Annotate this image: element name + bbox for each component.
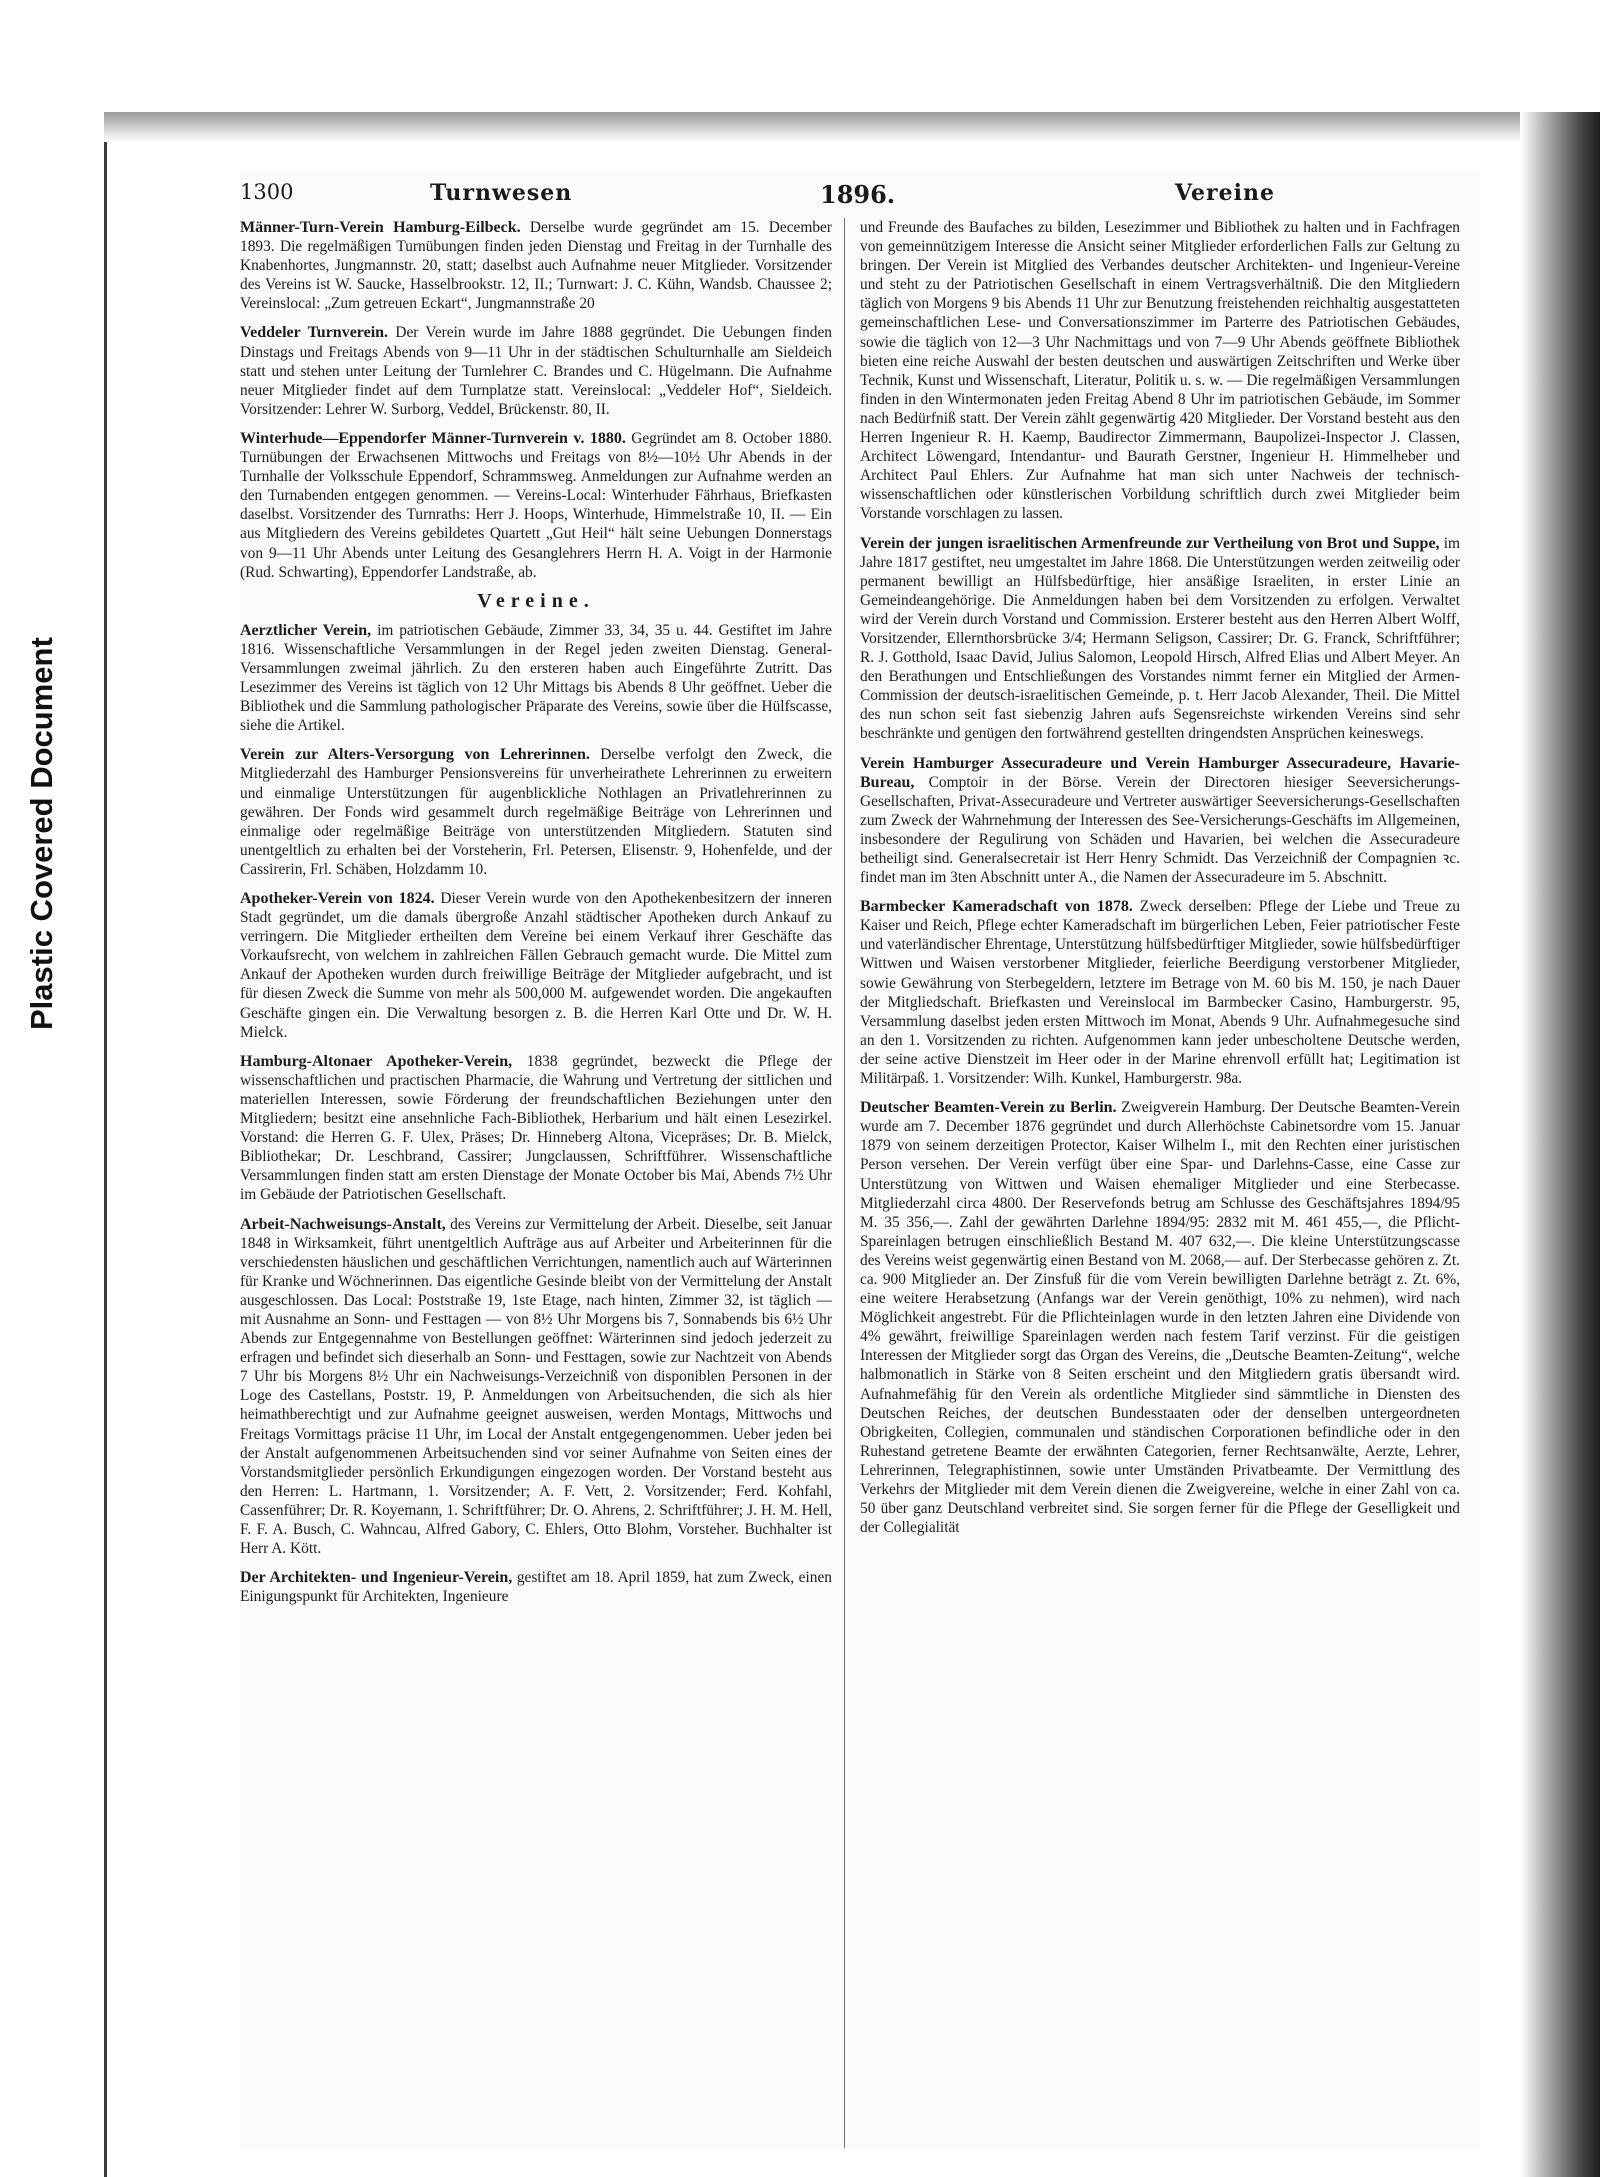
entry-title: Verein zur Alters-Versorgung von Lehrerinnen. [240,746,590,764]
entry-body: Zweigverein Hamburg. Der Deutsche Beamten-Verein wurde am 7. December 1876 gegründet und durch Allerhöchste Cabinetsordre vom 15. Januar 1879 von seinem derzeitigen Protector, Kaiser Wilhelm I., mit den Rechten einer juristischen Person versehen. Der Verein verfügt über eine Spar- und Darlehns-Casse, eine Casse zur Unterstützung von Wittwen und Waisen ehemaliger Mitglieder und eine Sterbecasse. Mitgliederzahl circa 4800. Der Reservefonds betrug am Schlusse des Geschäftsjahres 1894/95 M. 35 356,—. Zahl der gewährten Darlehne 1894/95: 2832 mit M. 461 455,—, die Pflicht-Spareinlagen betrugen einschließlich Bestand M. 407 632,—. Die kleine Unterstützungscasse des Vereins weist gegenwärtig einen Bestand von M. 2068,— auf. Der Sterbecasse gehören z. Zt. ca. 900 Mitglieder an. Der Zinsfuß für die vom Verein bewilligten Darlehne beträgt z. Zt. 6%, eine weitere Herabsetzung (Anfangs war der Verein genöthigt, 10% zu nehmen), wird nach Möglichkeit angestrebt. Für die Pflichteinlagen wurde in den letzten Jahren eine Dividende von 4% gewährt, freiwillige Spareinlagen werden nach festem Tarif verzinst. Für die geistigen Interessen der Mitglieder sorgt das Organ des Vereins, die „Deutsche Beamten-Zeitung“, welche halbmonatlich in Stärke von 8 Seiten erscheint und den Mitgliedern gratis übersandt wird. Aufnahmefähig für den Verein als ordentliche Mitglieder sind sämmtliche in Diensten des Deutschen Reiches, der deutschen Bundesstaaten oder der denselben untergeordneten Obrigkeiten, Collegien, communalen und ständischen Corporationen befindliche oder in den Ruhestand getretene Beamte der erwähnten Categorien, ferner Rechtsanwälte, Aerzte, Lehrer, Lehrerinnen, Telegraphistinnen, sowie unter Umständen Privatbeamte. Der Vermittlung des Verkehrs der Mitglieder mit dem Verein dienen die Zweigvereine, welche in einer Zahl von ca. 50 über ganz Deutschland verbreitet sind. Sie sorgen ferner für die Pflege der Geselligkeit und der Collegialität [860,1099,1460,1537]
entry-body: Dieser Verein wurde von den Apothekenbesitzern der inneren Stadt gegründet, um die damals übergroße Anzahl städtischer Apotheken durch Ankauf zu verringern. Die Mitglieder ertheilten dem Vereine bei einem Verkauf ihrer Geschäfte das Vorkaufsrecht, von welchem in zahlreichen Fällen Gebrauch gemacht wurde. Die Mittel zum Ankauf der Apotheken wurden durch freiwillige Beiträge der Mitglieder aufgebracht, und ist für diesen Zweck die Summe von mehr als 500,000 M. aufgewendet worden. Die angekauften Geschäfte gingen ein. Die Verwaltung besorgen z. B. die Herren Karl Otte und Dr. W. H. Mielck. [240,890,832,1041]
entry-body: im Jahre 1817 gestiftet, neu umgestaltet im Jahre 1868. Die Unterstützungen werden zeitweilig oder permanent bewilligt an Hülfsbedürftige, hier ansäßige Israeliten, in erster Linie an Gemeindeangehörige. Die Anmeldungen haben bei dem Vorsitzenden zu erfolgen. Verwaltet wird der Verein durch Vorstand und Commission. Ersterer besteht aus den Herren Albert Wolff, Vorsitzender, Ellernthorsbrücke 3/4; Hermann Seligson, Cassirer; Dr. G. Franck, Schriftführer; R. J. Gotthold, Isaac David, Julius Salomon, Leopold Hirsch, Alfred Elias und Albert Meyer. An den Berathungen und Entschließungen des Vorstandes nimmt ferner ein Mitglied der Armen-Commission der deutsch-israelitischen Gemeinde, p. t. Herr Jacob Alexander, Theil. Die Mittel des nun schon seit fast siebenzig Jahren aufs Segensreichste wirkenden Vereins sind sehr beschränkte und genügen den fortwährend gestellten dringendsten Ansprüchen keineswegs. [860,534,1460,743]
entry-body: des Vereins zur Vermittelung der Arbeit. Dieselbe, seit Januar 1848 in Wirksamkeit, führt unentgeltlich Aufträge aus auf Arbeiter und Arbeiterinnen für die verschiedensten häuslichen und geschäftlichen Verrichtungen, namentlich auch auf Wärterinnen für Kranke und Wöchnerinnen. Das eigentliche Gesinde bleibt von der Vermittelung der Anstalt ausgeschlossen. Das Local: Poststraße 19, 1ste Etage, nach hinten, Zimmer 32, ist täglich — mit Ausnahme an Sonn- und Festtagen — von 8½ Uhr Morgens bis 7, Sonnabends bis 6½ Uhr Abends zur Entgegennahme von Bestellungen geöffnet: Wärterinnen sind jedoch jederzeit zu erfragen und befindet sich dieserhalb an Sonn- und Festtagen, sowie zur Nachtzeit von Abends 7 Uhr bis Morgens 8½ Uhr ein Nachweisungs-Verzeichniß von disponiblen Personen in der Loge des Castellans, Poststr. 19, P. Anmeldungen von Arbeitsuchenden, die sich als hier heimathberechtigt und zur Aufnahme geeignet ausweisen, werden Montags, Mittwochs und Freitags Vormittags präcise 11 Uhr, im Local der Anstalt entgegengenommen. Ueber jeden bei der Anstalt aufgenommenen Arbeitsuchenden sind vor seiner Aufnahme von Seiten eines der Vorstandsmitglieder persönlich Erkundigungen eingezogen worden. Der Vorstand besteht aus den Herren: L. Hartmann, 1. Vorsitzender; A. F. Vett, 2. Vorsitzender; Ferd. Kohfahl, Cassenführer; Dr. R. Koyemann, 1. Schriftführer; Dr. O. Ahrens, 2. Schriftführer; J. H. M. Hell, F. F. A. Busch, C. Wahncau, Alfred Gabory, C. Ehlers, Otto Blohm, Vorsteher. Buchhalter ist Herr A. Kött. [240,1215,832,1558]
margin-label [6,470,72,1050]
left-column [240,218,832,2148]
entry-hamburg-altonaer [240,1052,832,1205]
entry-aerztlicher-verein [240,621,832,736]
page-number: 1300 [240,180,294,204]
entry-body: Zweck derselben: Pflege der Liebe und Treue zu Kaiser und Reich, Pflege echter Kameradschaft im bürgerlichen Leben, Feier patriotischer Feste und vaterländischer Ehrentage, Unterstützung hülfsbedürftiger Mitglieder, sowie hülfsbedürftiger Wittwen und Waisen verstorbener Mitglieder, feierliche Beerdigung verstorbener Mitglieder, sowie Gewährung von Sterbegeldern, letztere im Betrage von M. 60 bis M. 150, je nach Dauer der Mitgliedschaft. Briefkasten und Vereinslocal im Barmbecker Casino, Hamburgerstr. 95, Versammlung daselbst jeden ersten Mittwoch im Monat, Abends 9 Uhr. Aufnahmegesuche sind an den 1. Vorsitzenden zu richten. Aufgenommen kann jeder unbescholtene Deutsche werden, der seine active Dienstzeit im Heer oder in der Marine ehrenvoll erfüllt hat; Legitimation ist Militärpaß. 1. Vorsitzender: Wilh. Kunkel, Hamburgerstr. 98a. [860,898,1460,1088]
entry-title: Verein der jungen israelitischen Armenfreunde zur Vertheilung von Brot und Suppe, [860,534,1440,552]
page-header [240,180,1480,216]
entry-title: Der Architekten- und Ingenieur-Verein, [240,1569,513,1587]
entry-body: gestiftet am 18. April 1859, hat zum Zweck, einen Einigungspunkt für Architekten, Ingenieure [240,1569,832,1606]
right-running-title: Vereine [1175,180,1275,206]
entry-body: 1838 gegründet, bezweckt die Pflege der wissenschaftlichen und practischen Pharmacie, die Wahrung und Vertretung der sittlichen und materiellen Interessen, sowie Förderung der freundschaftlichen Beziehungen unter den Mitgliedern; besitzt eine ansehnliche Fach-Bibliothek, Herbarium und hält einen Lesezirkel. Vorstand: die Herren G. F. Ulex, Präses; Dr. Hinneberg Altona, Vicepräses; Dr. B. Mielck, Bibliothekar; Dr. Leschbrand, Cassirer; Jungclaussen, Schriftführer. Wissenschaftliche Versammlungen finden statt am ersten Dienstage der Monate October bis Mai, Abends 7½ Uhr im Gebäude der Patriotischen Gesellschaft. [240,1052,832,1204]
entry-deutscher-beamten-verein [860,1098,1460,1537]
scan-right-shadow [1520,112,1600,2177]
entry-body: Gegründet am 8. October 1880. Turnübungen der Erwachsenen Mittwochs und Freitags von 8½—10½ Uhr Abends in der Turnhalle der Volksschule Eppendorf, Schrammsweg. Anmeldungen zur Aufnahme werden an den Turnabenden entgegen genommen. — Vereins-Local: Winterhuder Fährhaus, Briefkasten daselbst. Vorsitzender des Turnraths: Herr J. Hoops, Winterhude, Himmelstraße 10, II. — Ein aus Mitgliedern des Vereins gebildetes Quartett „Gut Heil“ hält seine Uebungen Donnerstags von 9—11 Uhr Abends unter Leitung des Gesanglehrers Herrn H. A. Voigt in der Harmonie (Rud. Schwarting), Eppendorfer Landstraße, ab. [240,429,832,581]
right-column [860,218,1460,2148]
entry-title: Apotheker-Verein von 1824. [240,890,435,907]
entry-body: Derselbe verfolgt den Zweck, die Mitgliederzahl des Hamburger Pensionsvereins für unverheirathete Lehrerinnen zu erweitern und einmalige Unterstützungen für augenblickliche Nothlagen an Privatlehrerinnen zu gewähren. Der Fonds wird gesammelt durch regelmäßige Beiträge von Lehrerinnen und einmalige oder regelmäßige Beiträge von unterstützenden Mitgliedern. Statuten sind unentgeltlich zu erhalten bei der Vorsteherin, Frl. Petersen, Elisenstr. 9, Hohenfelde, und der Cassirerin, Frl. Schäben, Holzdamm 10. [240,746,832,878]
entry-body: Comptoir in der Börse. Verein der Directoren hiesiger Seeversicherungs-Gesellschaften, Privat-Assecuradeure und Vertreter auswärtiger Seeversicherungs-Gesellschaften zum Zweck der Wahrnehmung der Interessen des See-Versicherungs-Geschäfts im Allgemeinen, insbesondere der Regulirung von Schäden und Havarien, bei welchen die Assecuradeure betheiligt sind. Generalsecretair ist Herr Henry Schmidt. Das Verzeichniß der Compagnien ꝛc. findet man im 3ten Abschnitt unter A., die Namen der Assecuradeure im 5. Abschnitt. [860,773,1460,887]
scan-top-shadow [104,112,1600,142]
year-heading: 1896. [820,180,896,209]
entry-barmbecker-kameradschaft [860,897,1460,1088]
entry-body: im patriotischen Gebäude, Zimmer 33, 34, 35 u. 44. Gestiftet im Jahre 1816. Wissenschaftliche Versammlungen in der Regel jeden zweiten Dienstag. General-Versammlungen zweimal jährlich. Zu den ersteren haben auch Eingeführte Zutritt. Das Lesezimmer des Vereins ist täglich von 12 Uhr Mittags bis Abends 8 Uhr geöffnet. Ueber die Bibliothek und die Sammlung pathologischer Präparate des Vereins, sowie über die Hülfscasse, siehe die Artikel. [240,621,832,735]
entry-winterhude-eppendorfer [240,429,832,582]
entry-title: Winterhude—Eppendorfer Männer-Turnverein v. 1880. [240,429,626,447]
entry-title: Verein Hamburger Assecuradeure und Verein Hamburger Assecuradeure, Havarie-Bureau, [860,754,1460,791]
entry-title: Arbeit-Nachweisungs-Anstalt, [240,1215,446,1233]
left-running-title: Turnwesen [430,180,573,206]
entry-body: Der Verein wurde im Jahre 1888 gegründet. Die Uebungen finden Dinstags und Freitags Abends von 9—11 Uhr in der städtischen Schulturnhalle am Sieldeich statt und stehen unter Leitung der Turnlehrer C. Brandes und C. Hügelmann. Die Aufnahme neuer Mitglieder findet auf dem Turnplatze statt. Vereinslocal: „Veddeler Hof“, Sieldeich. Vorsitzender: Lehrer W. Surborg, Veddel, Brückenstr. 80, II. [240,324,832,418]
margin-label-text: Plastic Covered Document [24,637,59,1030]
entry-veddeler-turnverein [240,323,832,418]
entry-israelitische-armenfreunde [860,534,1460,744]
scan-edge [104,112,107,2177]
entry-title: Deutscher Beamten-Verein zu Berlin. [860,1099,1117,1117]
entry-title: Veddeler Turnverein. [240,324,389,342]
entry-architekten-verein [240,1568,832,1606]
entry-body: Derselbe wurde gegründet am 15. December 1893. Die regelmäßigen Turnübungen finden jeden Dienstag und Freitag in der Turnhalle des Knabenhortes, Jungmannstr. 20, statt; daselbst auch Aufnahme neuer Mitglieder. Vorsitzender des Vereins ist W. Saucke, Hasselbrookstr. 12, II.; Turnwart: J. C. Kühn, Wandsb. Chaussee 2; Vereinslocal: „Zum getreuen Eckart“, Jungmannstraße 20 [240,219,832,313]
entry-alters-versorgung [240,745,832,879]
column-divider [844,218,845,2148]
entry-title: Barmbecker Kameradschaft von 1878. [860,898,1133,916]
document-page [240,170,1480,2150]
entry-title: Aerztlicher Verein, [240,621,372,639]
entry-assecuradeure [860,754,1460,888]
entry-continuation: und Freunde des Baufaches zu bilden, Lesezimmer und Bibliothek zu halten und in Fachfragen von gemeinnützigem Interesse die Ansicht seiner Mitglieder erforderlichen Falls zur Geltung zu bringen. Der Verein ist Mitglied des Verbandes deutscher Architekten- und Ingenieur-Vereine und steht zu der Patriotischen Gesellschaft in einem Vertragsverhältniß. Die den Mitgliedern täglich von Morgens 9 bis Abends 11 Uhr zur Benutzung freistehenden reichhaltig ausgestatteten gemeinschaftlichen Lese- und Conversationszimmer im Parterre des Patriotischen Gebäudes, sowie die täglich von 12—3 Uhr Nachmittags und von 7—9 Uhr Abends geöffnete Bibliothek bieten eine reiche Auswahl der besten deutschen und auswärtigen Zeitschriften und Werke über Technik, Kunst und Wissenschaft, Literatur, Politik u. s. w. — Die regelmäßigen Versammlungen finden in den Wintermonaten jeden Freitag Abend 8 Uhr im patriotischen Gebäude, im Sommer nach Bedürfniß statt. Der Verein zählt gegenwärtig 420 Mitglieder. Der Vorstand besteht aus den Herren Ingenieur R. H. Kaemp, Baudirector Zimmermann, Baupolizei-Inspector J. Classen, Architect Löwengard, Intendantur- und Baurath Gerstner, Ingenieur H. Himmelheber und Architect Paul Ehlers. Zur Aufnahme hat man sich unter Nachweis der technisch-wissenschaftlichen oder künstlerischen Vorbildung schriftlich durch zwei Mitglieder beim Vorstande vorschlagen zu lassen. [860,219,1460,523]
entry-title: Männer-Turn-Verein Hamburg-Eilbeck. [240,219,521,236]
entry-apotheker-verein [240,889,832,1042]
section-heading: Vereine. [477,589,595,612]
entry-title: Hamburg-Altonaer Apotheker-Verein, [240,1052,513,1070]
entry-maenner-turn-verein [240,218,832,313]
entry-arbeit-nachweisungs [240,1215,832,1559]
